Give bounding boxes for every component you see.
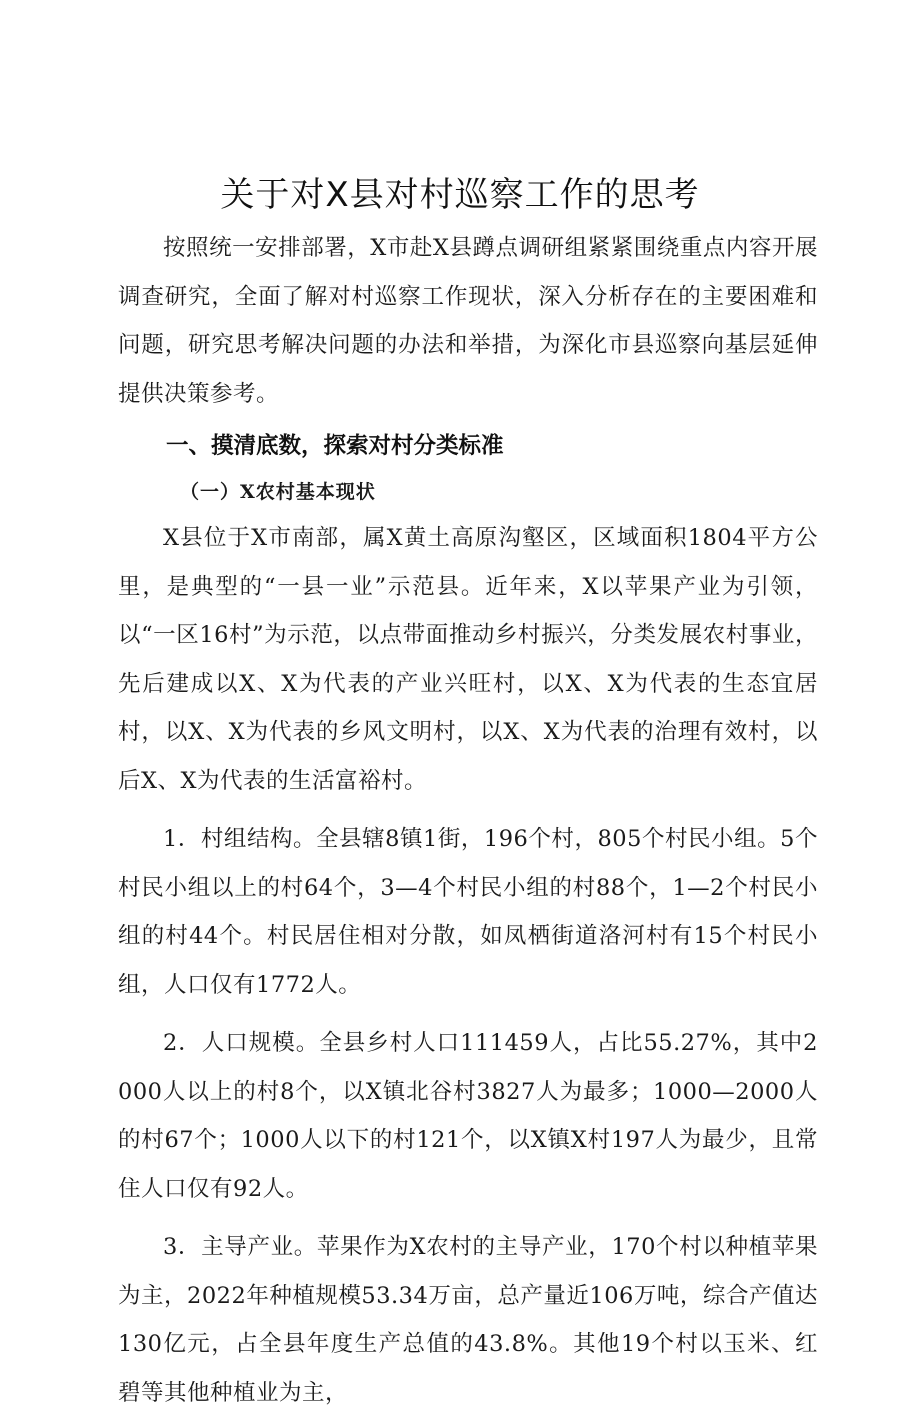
list-item-population-scale	[118, 1019, 818, 1213]
subsection-heading: （一）X农村基本现状	[180, 481, 376, 503]
spacer	[118, 805, 818, 815]
list-item-village-structure: 1．村组结构。全县辖8镇1街，196个村，805个村民小组。5个村民小组以上的村64个，3—4个村民小组的村88个，1—2个村民小组的村44个。村民居住相对分散，如凤栖街道洛河村有15个村民小组，人口仅有1772人。	[118, 826, 818, 998]
spacer	[118, 1009, 818, 1019]
document-title: 关于对X县对村巡察工作的思考	[220, 175, 700, 215]
list-item-leading-industry: 3．主导产业。苹果作为X农村的主导产业，170个村以种植苹果为主，2022年种植规模53.34万亩，总产量近106万吨，综合产值达130亿元，占全县年度生产总值的43.8%。其他19个村以玉米、红碧等其他种植业为主，	[118, 1234, 818, 1406]
item-emphasis: 规模	[248, 1030, 296, 1056]
spacer	[118, 1213, 818, 1223]
item-body: 。全县乡村人口111459人，占比55.27%，其中2000人以上的村8个，以X镇北谷村3827人为最多；1000—2000人的村67个；1000人以下的村121个，以X镇X村197人为最少，且常住人口仅有92人。	[118, 1030, 818, 1202]
section-heading: 一、摸清底数，探索对村分类标准	[166, 433, 504, 459]
item-prefix: 2．人口	[163, 1030, 249, 1056]
document-body	[118, 224, 818, 1417]
intro-paragraph: 按照统一安排部署，X市赴X县蹲点调研组紧紧围绕重点内容开展调查研究，全面了解对村巡察工作现状，深入分析存在的主要困难和问题，研究思考解决问题的办法和举措，为深化市县巡察向基层延伸提供决策参考。	[118, 235, 818, 407]
body-paragraph: X县位于X市南部，属X黄土高原沟壑区，区域面积1804平方公里，是典型的“一县一业”示范县。近年来，X以苹果产业为引领，以“一区16村”为示范，以点带面推动乡村振兴，分类发展农村事业，先后建成以X、X为代表的产业兴旺村，以X、X为代表的生态宜居村，以X、X为代表的乡风文明村，以X、X为代表的治理有效村，以后X、X为代表的生活富裕村。	[118, 525, 818, 794]
